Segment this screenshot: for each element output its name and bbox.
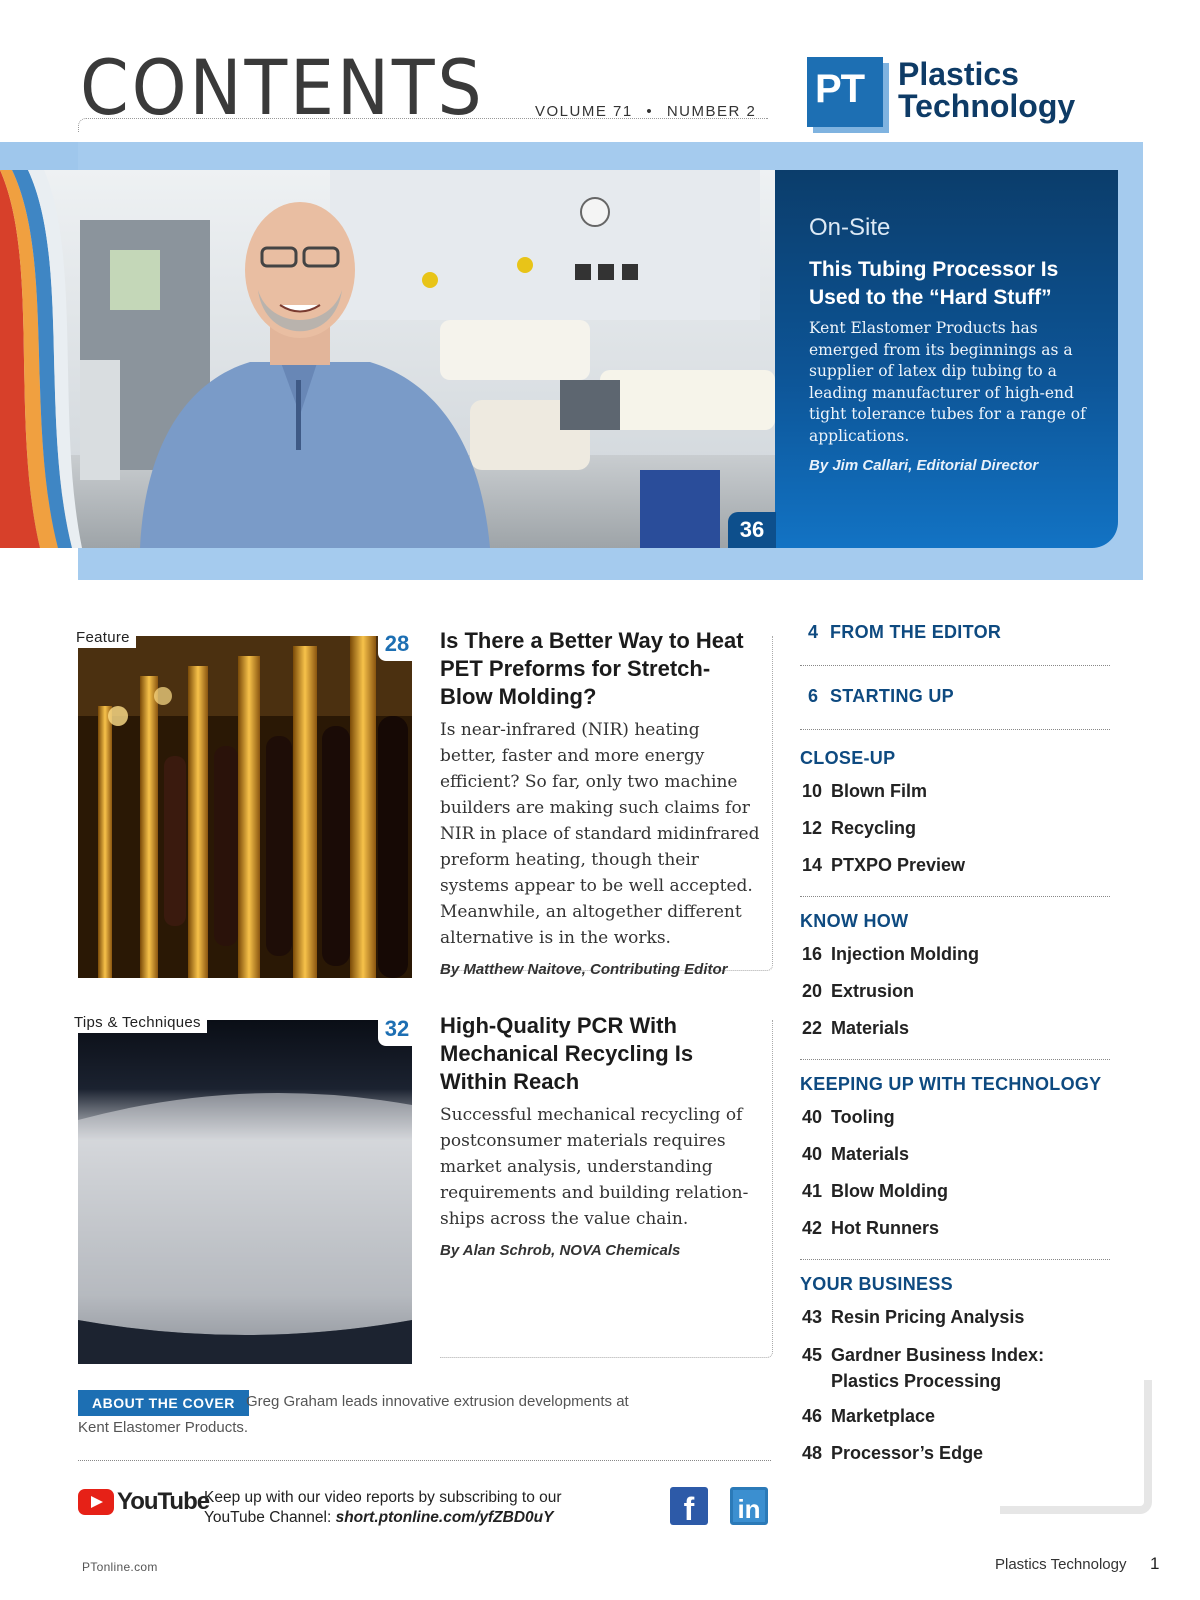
toc-num: 12: [802, 818, 823, 838]
youtube-play-icon: [78, 1489, 114, 1515]
toc-num: 40: [802, 1144, 823, 1164]
toc-num: 22: [802, 1018, 823, 1038]
toc-corner-decoration: [1000, 1380, 1152, 1514]
about-cover-text: Greg Graham leads innovative extrusion developments at: [246, 1393, 629, 1410]
toc-divider: [800, 729, 1110, 730]
linkedin-icon[interactable]: in: [730, 1487, 768, 1525]
toc-label: Recycling: [831, 818, 917, 838]
tips-image: [78, 1020, 412, 1364]
hero-kicker: On-Site: [809, 214, 891, 241]
toc-close-up-list: [800, 773, 1110, 884]
tips-title[interactable]: High-Quality PCR With Mechanical Recycling Is Within Reach: [440, 1013, 694, 1094]
toc-label: Gardner Business Index:: [831, 1345, 1045, 1365]
toc-num: 40: [802, 1107, 823, 1127]
youtube-promo-line2: YouTube Channel:: [204, 1509, 336, 1526]
logo-mark-text: PT: [815, 67, 865, 111]
toc-label-continued: Plastics Processing: [831, 1371, 1002, 1391]
bottom-divider: [78, 1460, 771, 1461]
footer-page-number: 1: [1150, 1554, 1160, 1573]
about-cover-badge: ABOUT THE COVER: [78, 1390, 249, 1416]
table-of-contents: [800, 622, 1110, 1472]
toc-label: Marketplace: [831, 1406, 936, 1426]
toc-label: Materials: [831, 1144, 910, 1164]
toc-num: 41: [802, 1181, 823, 1201]
toc-heading-close-up[interactable]: CLOSE-UP: [800, 748, 896, 768]
feature-description: Is near-infrared (NIR) heating better, faster and more energy efficient? So far, only two machine builders are making such claims for NIR in place of standard midinfrared preform heating, though their systems appear to be well accepted. Meanwhile, an altogether different alternative is in the works.: [440, 720, 760, 948]
toc-item[interactable]: [800, 773, 1110, 810]
footer-site[interactable]: PTonline.com: [82, 1560, 158, 1574]
toc-num: 16: [802, 944, 823, 964]
hero-byline: By Jim Callari, Editorial Director: [809, 457, 1039, 474]
toc-divider: [800, 1259, 1110, 1260]
youtube-channel-link[interactable]: short.ptonline.com/yfZBD0uY: [335, 1509, 554, 1526]
hero-photo[interactable]: [0, 170, 775, 548]
toc-label: STARTING UP: [830, 686, 954, 706]
toc-divider: [800, 896, 1110, 897]
toc-num: 20: [802, 981, 823, 1001]
logo-line-1: Plastics: [898, 56, 1019, 92]
toc-label: PTXPO Preview: [831, 855, 966, 875]
toc-item[interactable]: [800, 936, 1110, 973]
feature-image: [78, 636, 412, 978]
hero-story-panel[interactable]: [775, 170, 1118, 548]
hero-description: Kent Elastomer Products has emerged from its beginnings as a supplier of latex dip tubing to a leading manufacturer of high-end tight tolerance tubes for a range of applications.: [809, 319, 1086, 445]
feature-story: [440, 627, 760, 978]
toc-label: Hot Runners: [831, 1218, 939, 1238]
tips-story: [440, 1012, 760, 1259]
toc-num: 46: [802, 1406, 823, 1426]
toc-item[interactable]: [800, 1299, 1110, 1336]
toc-item[interactable]: [800, 1099, 1110, 1136]
about-cover-text-continued: Kent Elastomer Products.: [78, 1419, 249, 1436]
toc-label: Resin Pricing Analysis: [831, 1307, 1025, 1327]
toc-num: 6: [808, 686, 819, 706]
number-label: NUMBER 2: [666, 103, 757, 120]
facebook-icon[interactable]: f: [670, 1487, 708, 1525]
toc-num: 45: [802, 1345, 823, 1365]
hero-page-number[interactable]: 36: [728, 512, 776, 548]
toc-know-how-list: [800, 936, 1110, 1047]
logo-line-2: Technology: [898, 88, 1076, 124]
header-divider: [78, 118, 768, 132]
feature-section-label: Feature: [76, 627, 136, 648]
youtube-promo-line1: Keep up with our video reports by subscribing to our: [204, 1489, 562, 1506]
feature-title[interactable]: Is There a Better Way to Heat PET Preforms for Stretch-Blow Molding?: [440, 628, 744, 709]
toc-item[interactable]: [800, 973, 1110, 1010]
tips-description: Successful mechanical recycling of postconsumer materials requires market analysis, understanding requirements and building relation-ships across the value chain.: [440, 1105, 749, 1229]
youtube-wordmark: YouTube: [117, 1488, 210, 1515]
tips-page-number[interactable]: 32: [378, 1012, 416, 1046]
tips-section-label: Tips & Techniques: [74, 1012, 207, 1033]
tips-thumbnail[interactable]: [78, 1020, 412, 1364]
toc-label: Tooling: [831, 1107, 895, 1127]
toc-divider: [800, 665, 1110, 666]
toc-label: FROM THE EDITOR: [830, 622, 1002, 642]
youtube-logo[interactable]: [78, 1488, 209, 1516]
toc-num: 4: [808, 622, 819, 642]
hero-title[interactable]: This Tubing Processor Is Used to the “Hard Stuff”: [809, 258, 1059, 309]
youtube-promo: [204, 1488, 562, 1528]
hero-photo-illustration: [0, 170, 775, 548]
toc-heading-keeping-up[interactable]: KEEPING UP WITH TECHNOLOGY: [800, 1074, 1102, 1094]
toc-starting-up[interactable]: [800, 686, 1110, 707]
feature-page-number[interactable]: 28: [378, 627, 416, 661]
toc-label: Processor’s Edge: [831, 1443, 984, 1463]
bullet-separator: •: [646, 103, 654, 120]
footer-publication: Plastics Technology: [995, 1556, 1127, 1573]
toc-keeping-up-list: [800, 1099, 1110, 1247]
tips-byline: By Alan Schrob, NOVA Chemicals: [440, 1242, 681, 1259]
toc-item[interactable]: [800, 1173, 1110, 1210]
toc-heading-know-how[interactable]: KNOW HOW: [800, 911, 909, 931]
toc-num: 10: [802, 781, 823, 801]
volume-label: VOLUME 71: [535, 103, 633, 120]
toc-item[interactable]: [800, 1010, 1110, 1047]
toc-heading-your-business[interactable]: YOUR BUSINESS: [800, 1274, 953, 1294]
toc-num: 42: [802, 1218, 823, 1238]
toc-num: 43: [802, 1307, 823, 1327]
toc-label: Extrusion: [831, 981, 915, 1001]
toc-item[interactable]: [800, 1210, 1110, 1247]
toc-item[interactable]: [800, 1136, 1110, 1173]
publication-logo[interactable]: [898, 58, 1075, 122]
feature-byline: By Matthew Naitove, Contributing Editor: [440, 961, 728, 978]
toc-label: Materials: [831, 1018, 910, 1038]
feature-thumbnail[interactable]: [78, 636, 412, 978]
toc-label: Blown Film: [831, 781, 927, 801]
toc-label: Blow Molding: [831, 1181, 948, 1201]
toc-item[interactable]: [800, 847, 1110, 884]
toc-label: Injection Molding: [831, 944, 979, 964]
toc-divider: [800, 1059, 1110, 1060]
toc-item[interactable]: [800, 810, 1110, 847]
pt-logo-mark[interactable]: [807, 57, 883, 127]
toc-from-the-editor[interactable]: [800, 622, 1110, 643]
toc-num: 48: [802, 1443, 823, 1463]
page-title: CONTENTS: [80, 43, 485, 132]
toc-num: 14: [802, 855, 823, 875]
